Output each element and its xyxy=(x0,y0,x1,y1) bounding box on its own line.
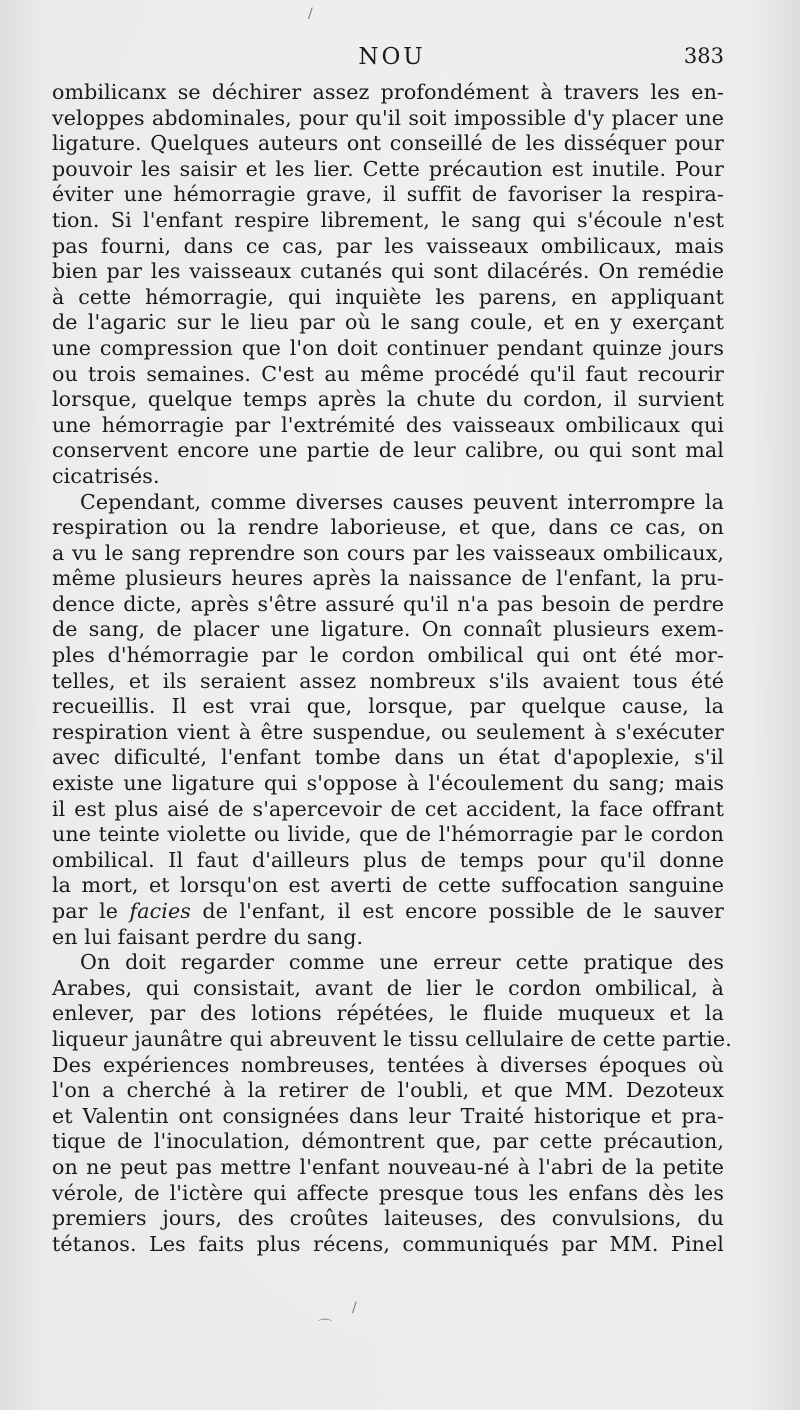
text-line: respiration vient à être suspendue, ou seulement à s'exécuter xyxy=(52,719,724,744)
text-line: avec dificulté, l'enfant tombe dans un état d'apoplexie, s'il xyxy=(52,745,724,770)
text-line: éviter une hémorragie grave, il suffit de favoriser la respira- xyxy=(52,182,724,207)
text-line: tique de l'inoculation, démontrent que, par cette précaution, xyxy=(52,1129,724,1154)
text-line: recueillis. Il est vrai que, lorsque, par quelque cause, la xyxy=(52,694,724,719)
text-line: pas fourni, dans ce cas, par les vaisseaux ombilicaux, mais xyxy=(52,233,724,258)
paper-mark: ⌒ xyxy=(318,1319,332,1335)
text-line: respiration ou la rendre laborieuse, et que, dans ce cas, on xyxy=(52,515,724,540)
text-line: Cependant, comme diverses causes peuvent interrompre la xyxy=(80,489,724,514)
text-line: liqueur jaunâtre qui abreuvent le tissu cellulaire de cette partie. xyxy=(52,1026,732,1051)
text-line: on ne peut pas mettre l'enfant nouveau-né à l'abri de la petite xyxy=(52,1154,724,1179)
text-line: cicatrisés. xyxy=(52,463,160,488)
text-line: la mort, et lorsqu'on est averti de cette suffocation sanguine xyxy=(52,873,724,898)
text-line: en lui faisant perdre du sang. xyxy=(52,924,364,949)
text-line: a vu le sang reprendre son cours par les vaisseaux ombilicaux, xyxy=(52,540,724,565)
text-line: par le facies de l'enfant, il est encore possible de le sauver xyxy=(52,899,725,923)
text-line: tétanos. Les faits plus récens, communiqués par MM. Pinel xyxy=(52,1231,724,1256)
text-line: lorsque, quelque temps après la chute du cordon, il survient xyxy=(52,387,724,412)
text-line: et Valentin ont consignées dans leur Traité historique et pra- xyxy=(52,1103,724,1128)
text-line: tion. Si l'enfant respire librement, le sang qui s'écoule n'est xyxy=(52,207,724,232)
text-line: ombilical. Il faut d'ailleurs plus de temps pour qu'il donne xyxy=(52,847,724,872)
text-line: même plusieurs heures après la naissance de l'enfant, la pru- xyxy=(52,566,724,591)
text-line: ples d'hémorragie par le cordon ombilical qui ont été mor- xyxy=(52,643,724,668)
text-line: vérole, de l'ictère qui affecte presque tous les enfans dès les xyxy=(52,1180,724,1205)
text-line: pouvoir les saisir et les lier. Cette précaution est inutile. Pour xyxy=(52,156,724,181)
text-line: enlever, par des lotions répétées, le fluide muqueux et la xyxy=(52,1001,724,1026)
text-line: à cette hémorragie, qui inquiète les parens, en appliquant xyxy=(52,284,724,309)
text-line: conservent encore une partie de leur calibre, ou qui sont mal xyxy=(52,438,724,463)
text-line: ombilicanx se déchirer assez profondément à travers les en- xyxy=(52,80,724,104)
text-line: ou trois semaines. C'est au même procédé qu'il faut recourir xyxy=(52,361,724,386)
page-header xyxy=(52,44,724,74)
italic-term: facies xyxy=(129,899,191,923)
paper-mark: / xyxy=(308,6,313,22)
paper-mark: / xyxy=(352,1300,357,1316)
text-line: bien par les vaisseaux cutanés qui sont dilacérés. On remédie xyxy=(52,259,724,284)
text-line: On doit regarder comme une erreur cette pratique des xyxy=(80,950,724,975)
text-line: premiers jours, des croûtes laiteuses, des convulsions, du xyxy=(52,1206,724,1231)
text-line: de sang, de placer une ligature. On connaît plusieurs exem- xyxy=(52,617,724,642)
page-number: 383 xyxy=(683,44,724,68)
text-line: ligature. Quelques auteurs ont conseillé de les disséquer pour xyxy=(52,131,724,156)
text-line: Des expériences nombreuses, tentées à diverses époques où xyxy=(52,1052,724,1077)
text-line: l'on a cherché à la retirer de l'oubli, et que MM. Dezoteux xyxy=(52,1078,724,1103)
text-line: existe une ligature qui s'oppose à l'écoulement du sang; mais xyxy=(52,771,724,796)
text-line: il est plus aisé de s'apercevoir de cet accident, la face offrant xyxy=(52,796,724,821)
text-line: telles, et ils seraient assez nombreux s'ils avaient tous été xyxy=(52,668,724,693)
text-line: de l'agaric sur le lieu par où le sang coule, et en y exerçant xyxy=(52,310,724,335)
body-text xyxy=(52,80,732,1257)
text-line: une teinte violette ou livide, que de l'hémorragie par le cordon xyxy=(52,822,724,847)
text-line: veloppes abdominales, pour qu'il soit impossible d'y placer une xyxy=(52,105,724,130)
text-line: dence dicte, après s'être assuré qu'il n'a pas besoin de perdre xyxy=(52,591,724,616)
running-head: NOU xyxy=(358,44,426,70)
text-line: Arabes, qui consistait, avant de lier le cordon ombilical, à xyxy=(52,975,724,1000)
text-line: une hémorragie par l'extrémité des vaisseaux ombilicaux qui xyxy=(52,412,724,437)
text-line: une compression que l'on doit continuer pendant quinze jours xyxy=(52,335,724,360)
